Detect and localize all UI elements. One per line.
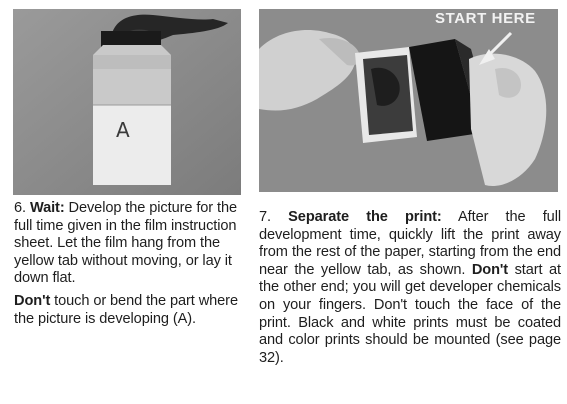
label-a: A [116, 118, 130, 142]
step-6-text: Develop the picture for the full time given in the film instruction sheet. Let the film hang from the yellow tab without moving, or lay it down flat. [14, 200, 238, 287]
step-7-number: 7. [259, 209, 271, 225]
step-7-paragraph [259, 209, 561, 367]
start-here-callout: START HERE [435, 10, 536, 27]
photo-film-hanging [13, 9, 241, 195]
step-6-warning-text: touch or bend the part where the picture is developing (A). [14, 292, 238, 327]
step-6 [14, 200, 246, 328]
step-6-paragraph [14, 200, 246, 288]
step-6-emphasis: Don't [14, 292, 51, 309]
separating-print-illustration [259, 9, 558, 192]
step-6-warning [14, 293, 246, 328]
film-hanging-illustration [13, 9, 241, 195]
step-7-text-continued: start at the other end; you will get developer chemicals on your fingers. Don't touch the face of the print. Black and white prints must be coated and color prints should be mounted (see page 32). [259, 261, 561, 366]
photo-separating-print [259, 9, 558, 192]
step-7-text: After the full development time, quickly lift the print away from the rest of the paper, starting from the end near the yellow tab, as shown. [259, 209, 561, 278]
step-6-heading: Wait: [29, 200, 65, 216]
step-7 [259, 209, 561, 367]
step-6-number: 6. [14, 200, 26, 216]
step-7-emphasis: Don't [471, 261, 509, 278]
step-7-heading: Separate the print: [288, 209, 442, 225]
